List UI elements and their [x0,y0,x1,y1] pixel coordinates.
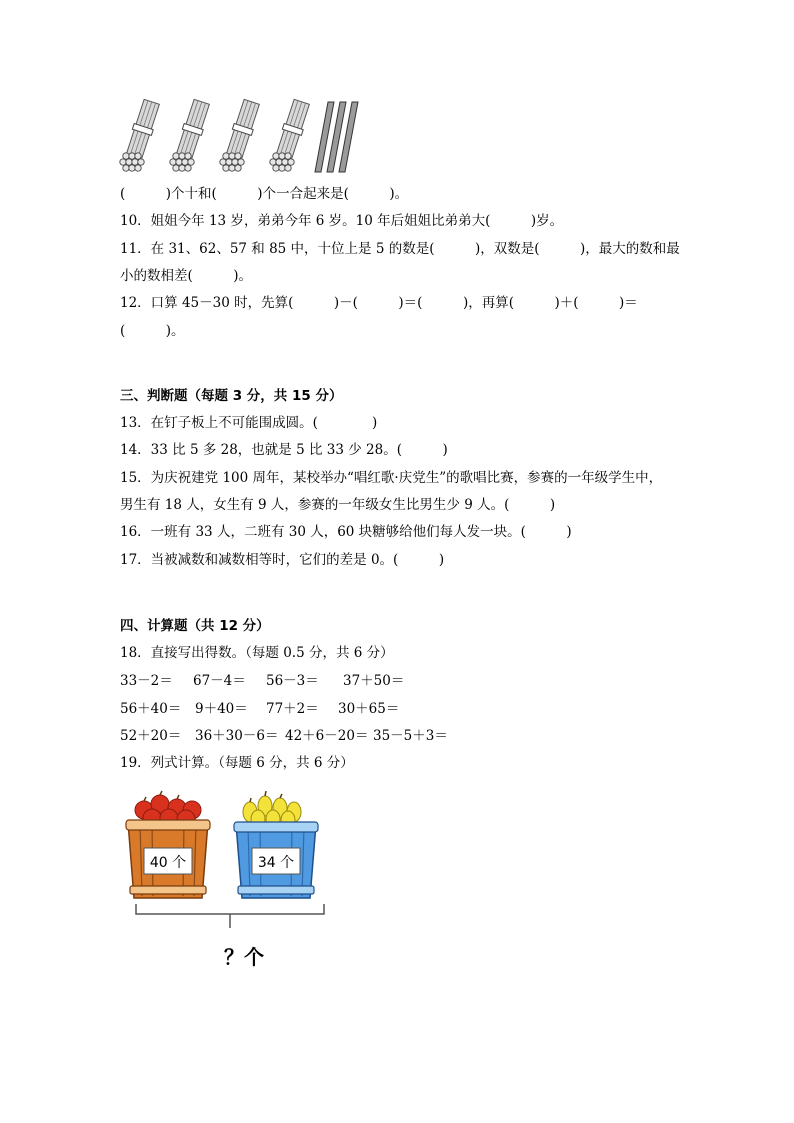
calc-item: 52＋20＝ [120,728,182,744]
ten-stick-bundle [270,99,311,171]
question-10: 10．姐姐今年 13 岁，弟弟今年 6 岁。10 年后姐姐比弟弟大( )岁。 [120,213,564,229]
calc-item: 9＋40＝ [195,701,248,717]
apples-label: 40 个 [149,855,187,871]
question-11-line1: 11．在 31、62、57 和 85 中，十位上是 5 的数是( )，双数是( )，最大的数和最 [120,241,680,257]
brace [136,904,324,928]
question-11-line2: 小的数相差( )。 [120,268,253,284]
question-16: 16．一班有 33 人，二班有 30 人，60 块糖够给他们每人发一块。( ) [120,524,572,540]
ten-stick-bundle [170,99,211,171]
calc-item: 56－3＝ [266,673,319,689]
section-4-title: 四、计算题（共 12 分） [120,618,270,634]
question-17: 17．当被减数和减数相等时，它们的差是 0。( ) [120,552,445,568]
question-19: 19．列式计算。（每题 6 分，共 6 分） [120,755,354,771]
single-sticks [315,102,358,172]
q9-answer-line: ( )个十和( )个一合起来是( )。 [120,186,409,202]
calc-item: 30＋65＝ [338,701,400,717]
question-14: 14．33 比 5 多 28，也就是 5 比 33 少 28。( ) [120,442,448,458]
pears-label: 34 个 [257,855,295,871]
calc-item: 36＋30－6＝ [195,728,279,744]
bundled-sticks-illustration [118,98,368,176]
question-12-line1: 12．口算 45－30 时，先算( )－( )＝( )，再算( )＋( )＝ [120,295,638,311]
calc-item: 67－4＝ [193,673,246,689]
calc-item: 77＋2＝ [266,701,319,717]
ten-stick-bundle [220,99,261,171]
calc-item: 56＋40＝ [120,701,182,717]
question-label: ？个 [224,945,264,969]
question-13: 13．在钉子板上不可能围成圆。( ) [120,415,378,431]
section-3-title: 三、判断题（每题 3 分，共 15 分） [120,388,343,404]
ten-stick-bundle [120,99,161,171]
calc-item: 37＋50＝ [343,673,405,689]
question-15-line2: 男生有 18 人，女生有 9 人，参赛的一年级女生比男生少 9 人。( ) [120,497,556,513]
calc-item: 35－5＋3＝ [373,728,448,744]
question-12-line2: ( )。 [120,323,185,339]
baskets-illustration [122,786,342,976]
calc-item: 42＋6－20＝ [285,728,369,744]
question-18: 18．直接写出得数。（每题 0.5 分，共 6 分） [120,645,394,661]
question-15-line1: 15．为庆祝建党 100 周年，某校举办“唱红歌·庆党生”的歌唱比赛，参赛的一年级学生中， [120,470,663,486]
calc-item: 33－2＝ [120,673,173,689]
